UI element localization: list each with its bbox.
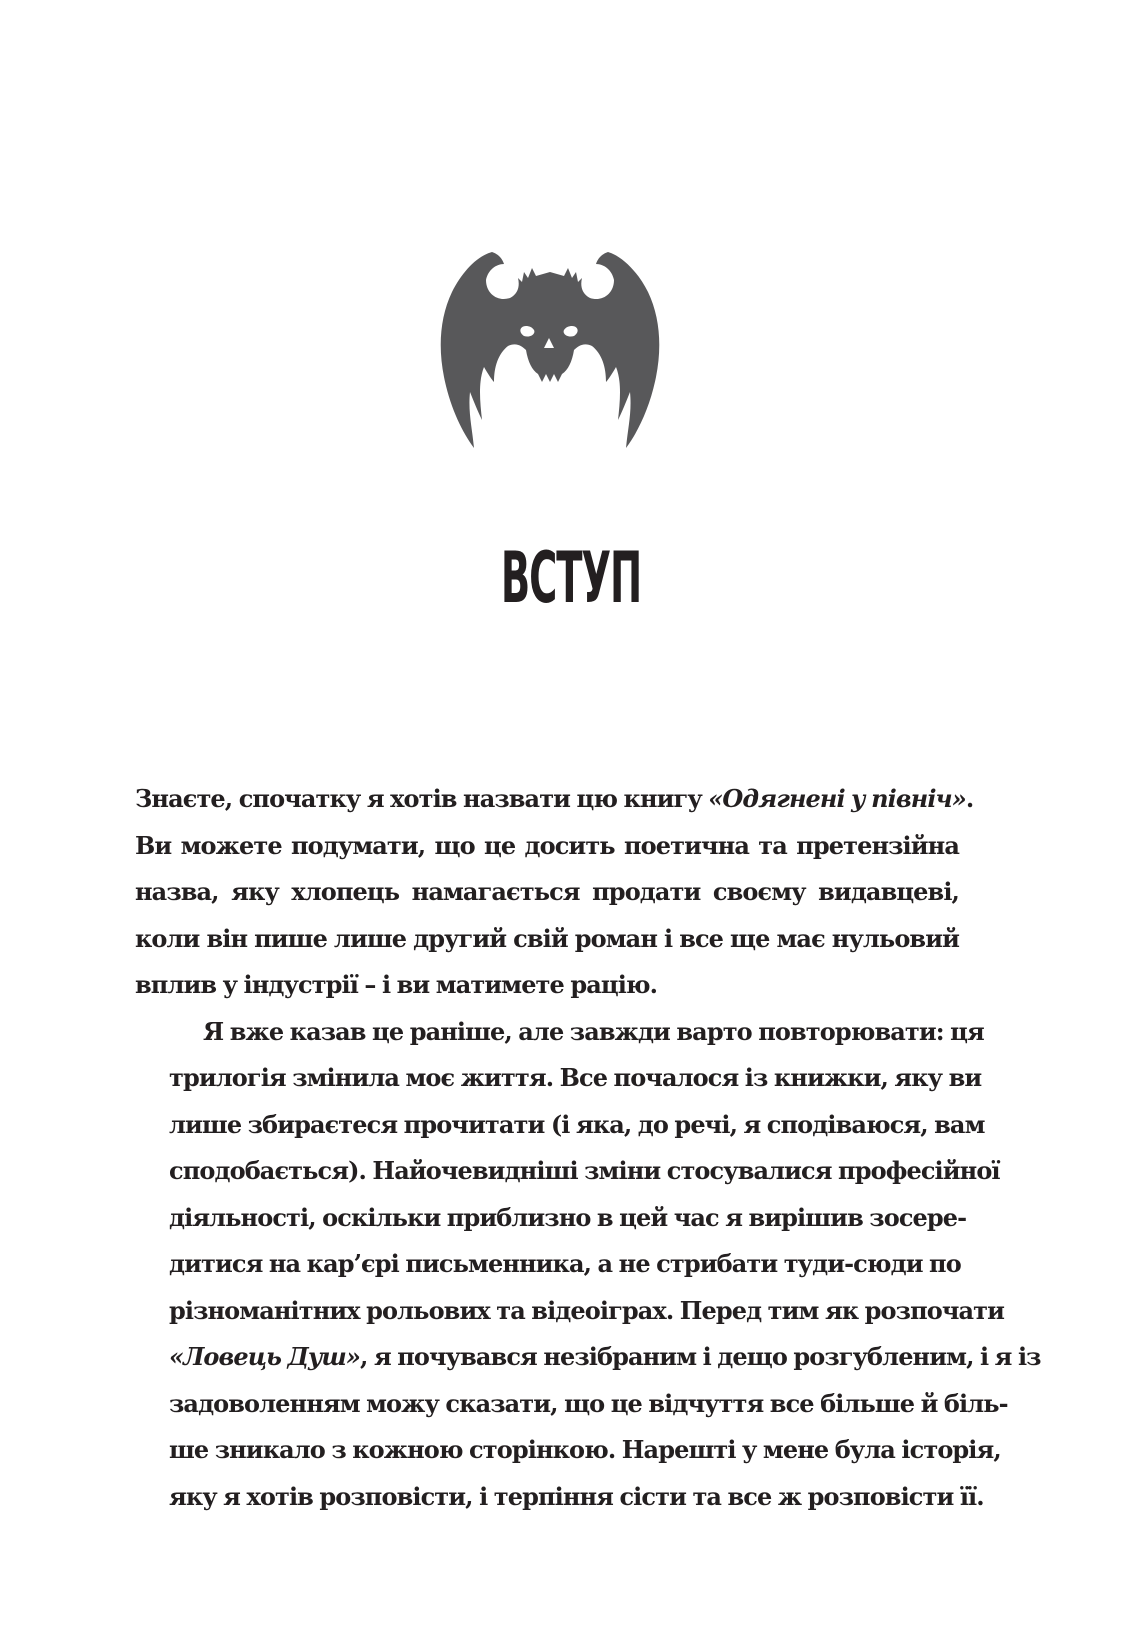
paragraph-1: [135, 776, 974, 1009]
text-line: задоволенням можу сказати, що це відчуття все більше й біль-: [169, 1388, 1008, 1418]
text-line: різноманітних рольових та відеоіграх. Перед тим як розпочати: [169, 1295, 1005, 1325]
text-line: яку я хотів розповісти, і терпіння сісти та все ж розповісти її.: [169, 1481, 984, 1511]
text-line: ше зникало з кожною сторінкою. Нарешті у мене була історія,: [169, 1435, 1001, 1464]
text-run: .: [965, 784, 974, 813]
text-line: коли він пише лише другий свій роман і все ще має нульовий: [135, 923, 959, 953]
book-title-italic: «Ловець Душ»: [169, 1342, 361, 1371]
text-line: Ви можете подумати, що це досить поетична та претензійна: [135, 830, 959, 860]
text-line: сподобається). Найочевидніші зміни стосувалися професійної: [169, 1156, 1000, 1185]
text-line: назва, яку хлопець намагається продати своєму видавцеві,: [135, 877, 959, 906]
text-run: Знаєте, спочатку я хотів назвати цю книгу: [135, 784, 709, 813]
text-line: [135, 776, 974, 823]
text-line: вплив у індустрії – і ви матимете рацію.: [135, 970, 658, 999]
paragraph-2: [135, 1009, 1041, 1521]
text-line: трилогія змінила моє життя. Все почалося із книжки, яку ви: [169, 1063, 982, 1092]
book-title-italic: «Одягнені у північ»: [708, 784, 966, 813]
text-line: [135, 1334, 1041, 1381]
text-line: діяльності, оскільки приблизно в цей час я вирішив зосере-: [169, 1202, 967, 1232]
chapter-body: [135, 776, 1041, 1520]
chapter-title: ВСТУП: [500, 537, 642, 619]
text-line: дитися на кар’єрі письменника, а не стрибати туди-сюди по: [169, 1249, 961, 1278]
text-line: Я вже казав це раніше, але завжди варто повторювати: ця: [203, 1016, 984, 1046]
text-line: лише збираєтеся прочитати (і яка, до речі, я сподіваюся, вам: [169, 1109, 985, 1139]
winged-skull-emblem-icon: [432, 242, 666, 448]
text-run: , я почувався незібраним і дещо розгубленим, і я із: [360, 1342, 1041, 1371]
